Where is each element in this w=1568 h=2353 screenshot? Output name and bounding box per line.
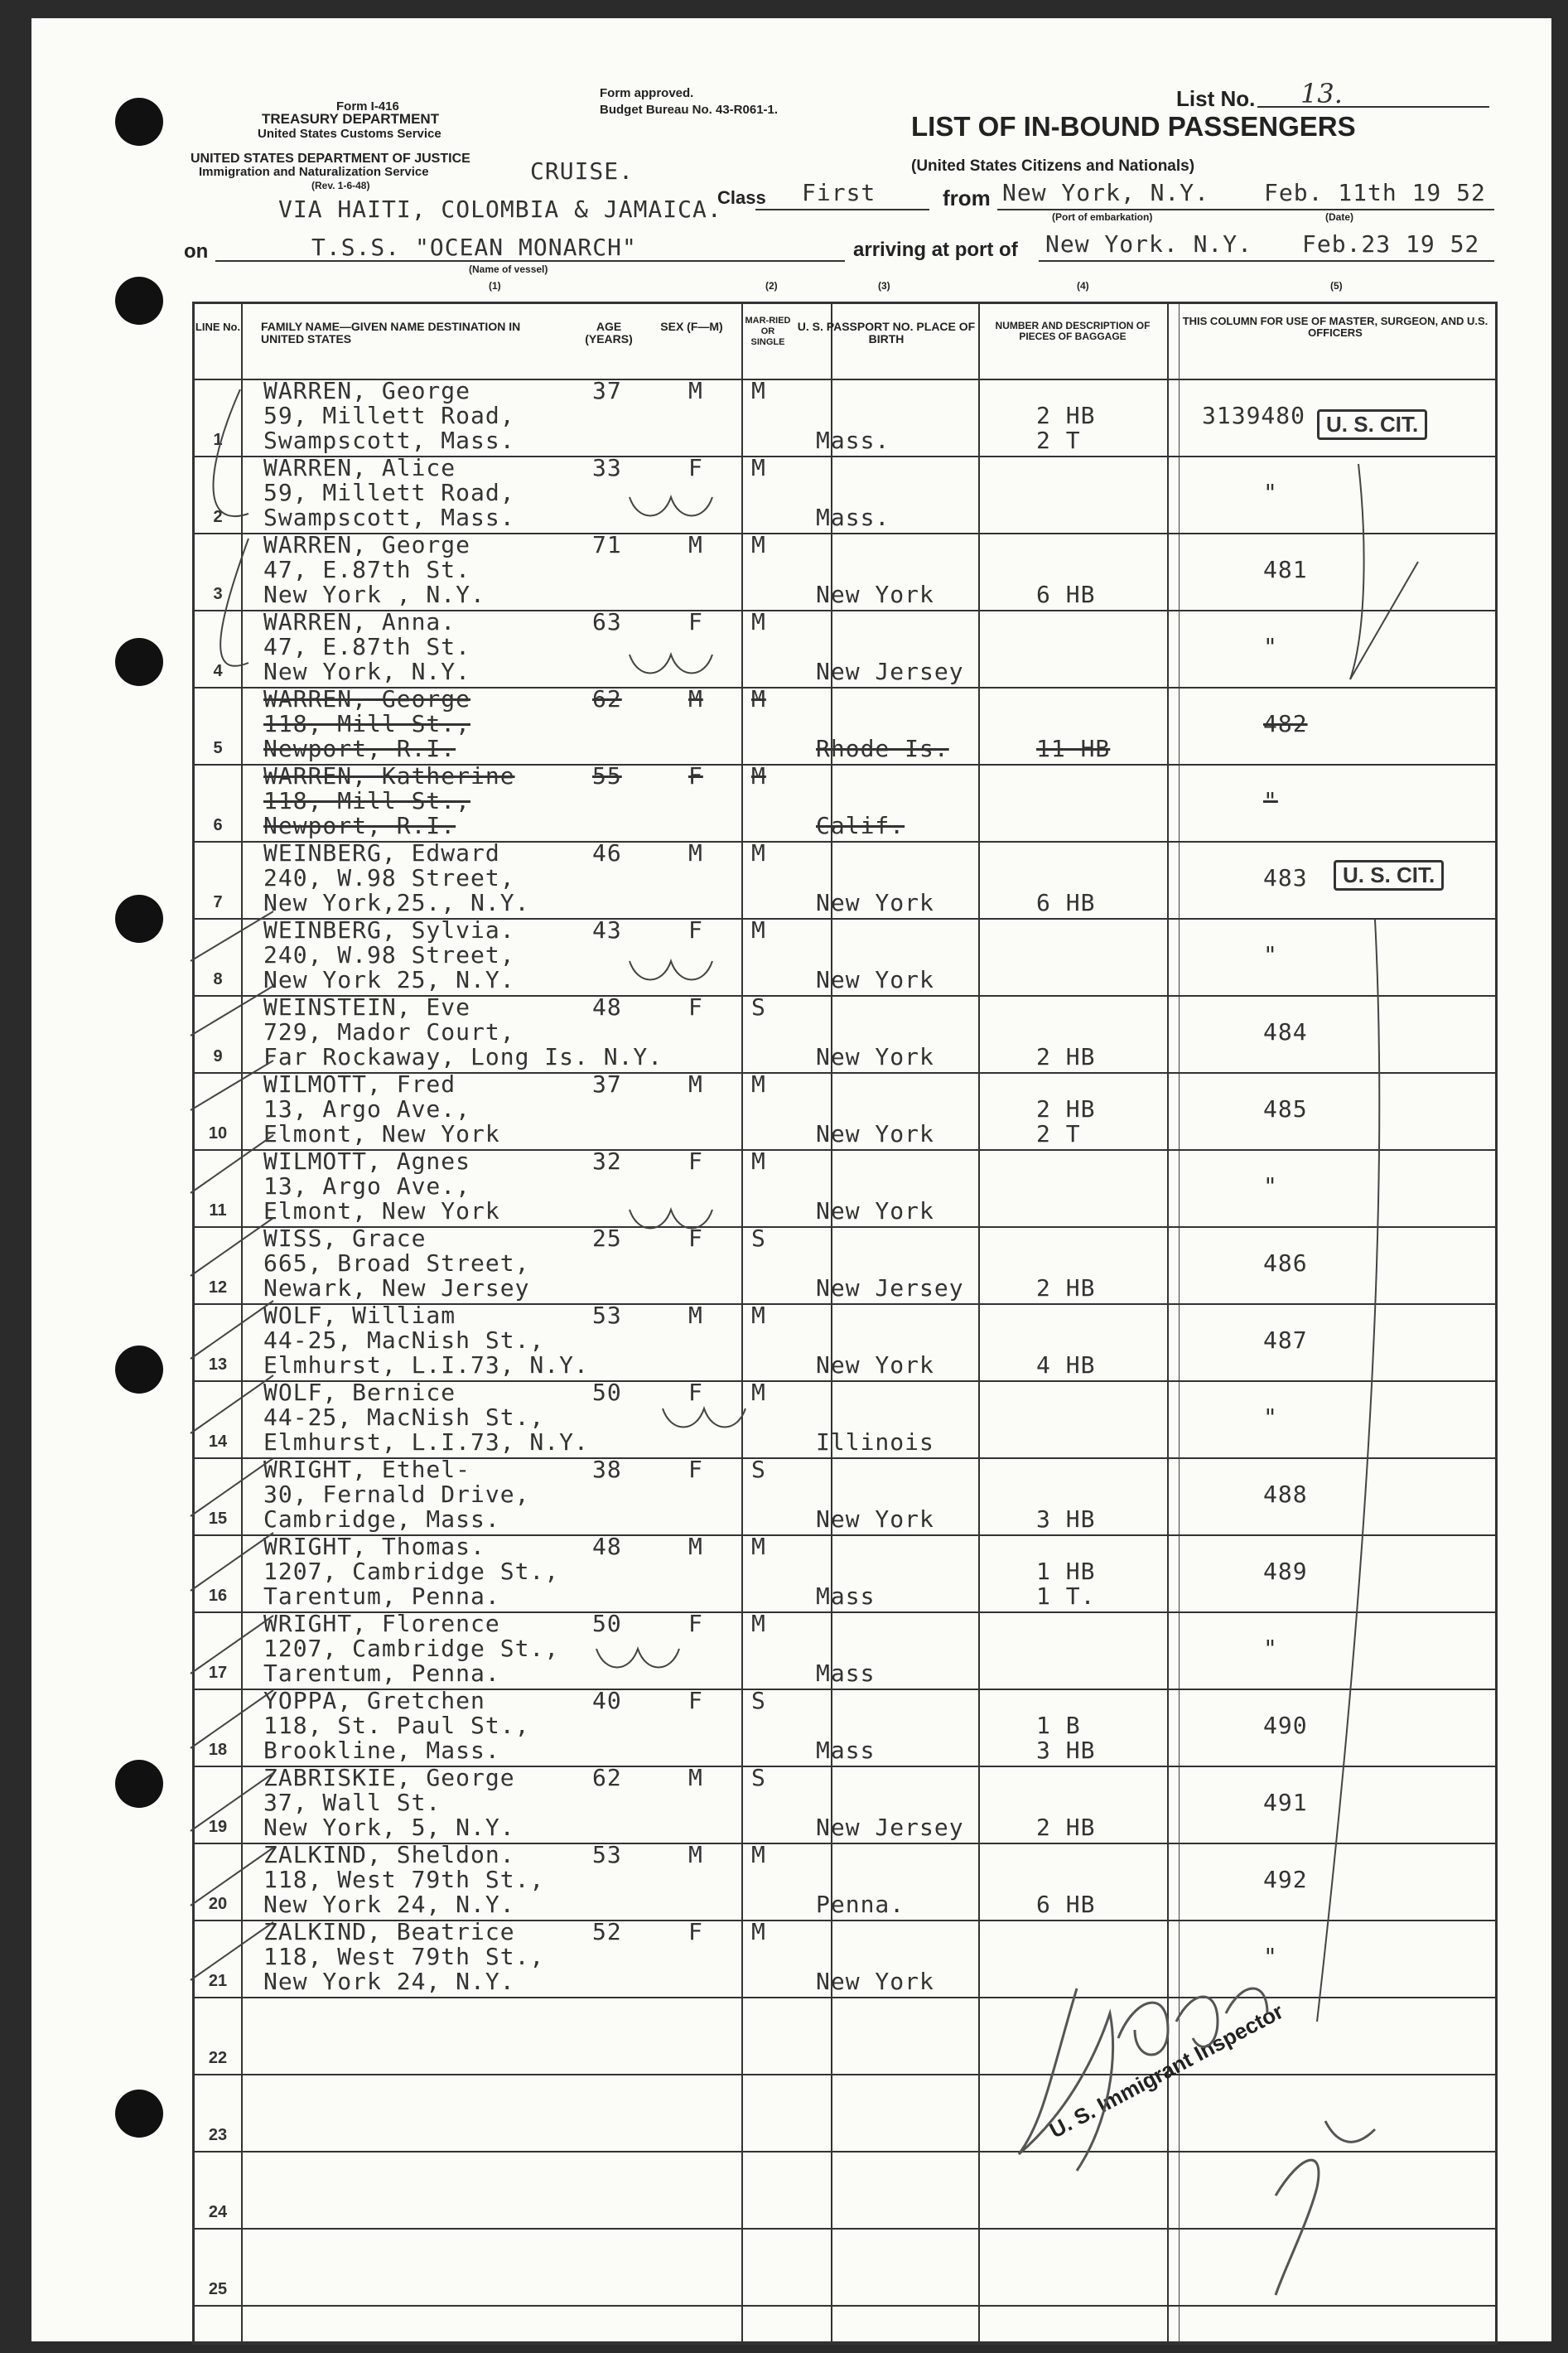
place-of-birth: New York [816, 1120, 934, 1148]
passenger-name: WILMOTT, Fred [263, 1070, 456, 1098]
passenger-age: 43 [592, 916, 622, 944]
passenger-address: 37, Wall St. [263, 1789, 441, 1816]
line-number: 19 [208, 1818, 228, 1836]
inspector-caption: U. S. Immigrant Inspector [1045, 1998, 1288, 2143]
class-label: Class [717, 187, 766, 208]
passenger-age: 46 [592, 839, 622, 867]
line-number: 2 [213, 508, 223, 526]
customs-service: United States Customs Service [258, 127, 441, 141]
marital-status: M [751, 839, 766, 867]
officer-number: 3139480 [1202, 402, 1306, 429]
arrival-port: New York. N.Y. [1045, 230, 1253, 258]
vessel-name: T.S.S. "OCEAN MONARCH" [311, 234, 637, 261]
embarkation-port: New York, N.Y. [1002, 179, 1210, 206]
passenger-name: WARREN, George [263, 685, 471, 713]
place-of-birth: New York [816, 1968, 934, 1995]
passenger-sex: F [688, 1379, 703, 1406]
col-num-5: (5) [1330, 280, 1343, 292]
baggage-line-2: 2 T [1036, 427, 1081, 454]
baggage-line-1: 1 B [1036, 1712, 1081, 1739]
passenger-age: 33 [592, 454, 622, 481]
place-of-birth: New York [816, 581, 934, 608]
passenger-city: Elmhurst, L.I.73, N.Y. [263, 1428, 589, 1456]
passenger-name: WEINBERG, Edward [263, 839, 500, 867]
line-number: 9 [213, 1047, 223, 1065]
passenger-city: Swampscott, Mass. [263, 427, 515, 454]
col-header-passport: U. S. PASSPORT NO. PLACE OF BIRTH [797, 320, 976, 345]
class-value: First [802, 179, 876, 206]
officer-number: 483 [1263, 864, 1308, 891]
passenger-sex: M [688, 1533, 703, 1560]
officer-number: " [1263, 1943, 1278, 1970]
departure-date: Feb. 11th 19 52 [1264, 179, 1486, 206]
marital-status: M [751, 377, 766, 404]
col-num-4: (4) [1077, 280, 1089, 292]
list-no-label: List No. [1176, 86, 1256, 111]
passenger-sex: F [688, 762, 703, 790]
line-number: 20 [208, 1895, 228, 1913]
baggage-line-1: 2 HB [1036, 1095, 1096, 1123]
pencil-tick [1350, 562, 1418, 679]
officer-number: 486 [1263, 1249, 1308, 1277]
place-of-birth: Rhode Is. [816, 735, 949, 762]
col-header-married: MAR-RIED OR SINGLE [745, 316, 791, 347]
passenger-name: WARREN, George [263, 377, 471, 404]
officer-number: " [1263, 787, 1278, 814]
on-label: on [184, 240, 209, 263]
passenger-city: Tarentum, Penna. [263, 1582, 500, 1610]
marital-status: M [751, 1148, 766, 1175]
passenger-name: WARREN, Anna. [263, 608, 456, 635]
passenger-sex: M [688, 1764, 703, 1791]
passenger-city: New York 24, N.Y. [263, 1891, 515, 1918]
passenger-sex: M [688, 1841, 703, 1868]
passenger-name: WOLF, William [263, 1302, 456, 1329]
passenger-city: New York, N.Y. [263, 658, 471, 685]
passenger-name: WOLF, Bernice [263, 1379, 456, 1406]
line-number: 8 [213, 970, 223, 988]
place-of-birth: New Jersey [816, 1814, 964, 1841]
passenger-sex: M [688, 685, 703, 713]
baggage-line-1: 2 HB [1036, 402, 1096, 429]
marital-status: S [751, 1764, 766, 1791]
passenger-sex: F [688, 1610, 703, 1637]
line-number: 11 [209, 1201, 227, 1220]
list-no-value: 13. [1300, 78, 1343, 109]
marital-status: M [751, 1918, 766, 1945]
officer-number: 488 [1263, 1481, 1308, 1508]
vessel-caption: (Name of vessel) [469, 263, 548, 275]
baggage-line-1: 2 HB [1036, 1043, 1096, 1070]
passenger-city: Brookline, Mass. [263, 1737, 500, 1764]
col-header-line: LINE No. [195, 321, 241, 333]
passenger-age: 62 [592, 1764, 622, 1791]
marital-status: M [751, 454, 766, 481]
line-number: 15 [208, 1510, 228, 1528]
baggage-line-1: 6 HB [1036, 889, 1096, 916]
passenger-address: 59, Millett Road, [263, 402, 515, 429]
baggage-line-2: 3 HB [1036, 1737, 1096, 1764]
baggage-line-1: 6 HB [1036, 1891, 1096, 1918]
us-cit-stamp: U. S. CIT. [1334, 860, 1444, 891]
passenger-city: Elmont, New York [263, 1197, 500, 1225]
passenger-sex: F [688, 993, 703, 1021]
cruise-label: CRUISE. [530, 157, 634, 185]
baggage-line-1: 11 HB [1036, 735, 1111, 762]
passenger-sex: F [688, 1225, 703, 1252]
officer-number: 482 [1263, 710, 1308, 737]
baggage-line-2: 1 T. [1036, 1582, 1096, 1610]
passenger-name: WEINSTEIN, Eve [263, 993, 471, 1021]
passenger-name: ZABRISKIE, George [263, 1764, 515, 1791]
baggage-line-1: 3 HB [1036, 1505, 1096, 1533]
line-number: 1 [213, 431, 223, 449]
line-number: 22 [208, 2049, 228, 2067]
officer-number: " [1263, 1404, 1278, 1431]
passenger-age: 52 [592, 1918, 622, 1945]
arriving-label: arriving at port of [853, 239, 1018, 261]
place-of-birth: New Jersey [816, 658, 964, 685]
col-header-baggage: NUMBER AND DESCRIPTION OF PIECES OF BAGGAGE [995, 320, 1151, 342]
col-num-2: (2) [765, 280, 778, 292]
line-number: 18 [208, 1741, 228, 1759]
officer-number: 489 [1263, 1558, 1308, 1585]
passenger-age: 37 [592, 377, 622, 404]
passenger-name: WEINBERG, Sylvia. [263, 916, 515, 944]
place-of-birth: Mass [816, 1582, 876, 1610]
marital-status: M [751, 1070, 766, 1098]
passenger-address: 1207, Cambridge St., [263, 1558, 560, 1585]
passenger-address: 47, E.87th St. [263, 556, 471, 583]
passenger-city: New York 25, N.Y. [263, 966, 515, 993]
passenger-city: Elmont, New York [263, 1120, 500, 1148]
passenger-sex: F [688, 608, 703, 635]
form-id: Form I-416 [336, 99, 399, 114]
passenger-address: 118, West 79th St., [263, 1866, 545, 1893]
baggage-line-1: 6 HB [1036, 581, 1096, 608]
passenger-name: WRIGHT, Florence [263, 1610, 500, 1637]
baggage-line-1: 2 HB [1036, 1274, 1096, 1302]
place-of-birth: New York [816, 966, 934, 993]
col-header-sex: SEX (F—M) [660, 320, 723, 333]
place-of-birth: Mass [816, 1660, 876, 1687]
inspector-signature [1019, 1988, 1375, 2295]
passenger-city: New York,25., N.Y. [263, 889, 530, 916]
passenger-address: 13, Argo Ave., [263, 1172, 471, 1200]
line-number: 14 [208, 1433, 228, 1451]
col-header-name: FAMILY NAME—GIVEN NAME DESTINATION IN UNITED STATES [261, 320, 521, 345]
place-of-birth: Mass. [816, 427, 890, 454]
passenger-city: Elmhurst, L.I.73, N.Y. [263, 1351, 589, 1379]
passenger-city: Swampscott, Mass. [263, 504, 515, 531]
officer-number: 481 [1263, 556, 1308, 583]
passenger-sex: M [688, 531, 703, 558]
passenger-age: 63 [592, 608, 622, 635]
marital-status: S [751, 993, 766, 1021]
passenger-sex: M [688, 1070, 703, 1098]
marital-status: M [751, 1379, 766, 1406]
line-number: 25 [208, 2280, 228, 2298]
marital-status: M [751, 531, 766, 558]
officer-number: " [1263, 1172, 1278, 1200]
line-number: 13 [208, 1355, 228, 1374]
ins-service: Immigration and Naturalization Service [199, 165, 429, 179]
marital-status: M [751, 685, 766, 713]
passenger-city: Tarentum, Penna. [263, 1660, 500, 1687]
passenger-address: 30, Fernald Drive, [263, 1481, 530, 1508]
col-header-age: AGE (YEARS) [585, 320, 633, 345]
baggage-line-1: 1 HB [1036, 1558, 1096, 1585]
place-of-birth: New York [816, 889, 934, 916]
passenger-age: 53 [592, 1302, 622, 1329]
passenger-city: New York 24, N.Y. [263, 1968, 515, 1995]
line-number: 3 [213, 585, 223, 603]
marital-status: M [751, 1533, 766, 1560]
officer-number: " [1263, 633, 1278, 660]
marital-status: M [751, 1841, 766, 1868]
line-number: 5 [213, 739, 223, 757]
passenger-city: Newport, R.I. [263, 735, 456, 762]
line-number: 6 [213, 816, 223, 834]
passenger-city: New York, 5, N.Y. [263, 1814, 515, 1841]
passenger-age: 40 [592, 1687, 622, 1714]
passenger-sex: M [688, 377, 703, 404]
passenger-age: 25 [592, 1225, 622, 1252]
place-of-birth: New York [816, 1197, 934, 1225]
line-number: 17 [208, 1664, 228, 1682]
marital-status: S [751, 1225, 766, 1252]
baggage-line-1: 2 HB [1036, 1814, 1096, 1841]
passenger-address: 59, Millett Road, [263, 479, 515, 506]
place-of-birth: Penna. [816, 1891, 905, 1918]
date-caption: (Date) [1325, 211, 1354, 223]
marital-status: M [751, 762, 766, 790]
officer-number: 492 [1263, 1866, 1308, 1893]
line-number: 23 [208, 2126, 228, 2144]
passenger-city: Far Rockaway, Long Is. N.Y. [263, 1043, 663, 1070]
via-route: VIA HAITI, COLOMBIA & JAMAICA. [278, 196, 722, 223]
place-of-birth: New York [816, 1043, 934, 1070]
arrival-date: Feb.23 19 52 [1302, 230, 1480, 258]
marital-status: M [751, 916, 766, 944]
line-number: 10 [208, 1124, 228, 1143]
place-of-birth: Illinois [816, 1428, 934, 1456]
passenger-age: 62 [592, 685, 622, 713]
passenger-address: 118, St. Paul St., [263, 1712, 530, 1739]
officer-number: " [1263, 479, 1278, 506]
passenger-age: 50 [592, 1379, 622, 1406]
passenger-name: ZALKIND, Beatrice [263, 1918, 515, 1945]
passenger-age: 32 [592, 1148, 622, 1175]
line-number: 12 [208, 1278, 228, 1297]
place-of-birth: New Jersey [816, 1274, 964, 1302]
officer-number: " [1263, 941, 1278, 969]
passenger-name: WARREN, Katherine [263, 762, 515, 790]
place-of-birth: Calif. [816, 812, 905, 839]
passenger-address: 44-25, MacNish St., [263, 1404, 545, 1431]
pencil-bracket-line [1317, 920, 1379, 2022]
officer-number: 490 [1263, 1712, 1308, 1739]
passenger-address: 118, West 79th St., [263, 1943, 545, 1970]
line-number: 24 [208, 2203, 228, 2221]
officer-number: " [1263, 1635, 1278, 1662]
marital-status: M [751, 1610, 766, 1637]
pencil-tick [1350, 464, 1364, 679]
passenger-city: New York , N.Y. [263, 581, 485, 608]
passenger-address: 240, W.98 Street, [263, 864, 515, 891]
passenger-age: 38 [592, 1456, 622, 1483]
passenger-sex: F [688, 1148, 703, 1175]
passenger-sex: M [688, 839, 703, 867]
treasury-department: TREASURY DEPARTMENT [262, 111, 440, 127]
us-cit-stamp: U. S. CIT. [1317, 409, 1427, 440]
col-header-officers: THIS COLUMN FOR USE OF MASTER, SURGEON, AND U.S. OFFICERS [1182, 315, 1488, 339]
place-of-birth: Mass. [816, 504, 890, 531]
marital-status: M [751, 1302, 766, 1329]
passenger-sex: F [688, 454, 703, 481]
marital-status: S [751, 1687, 766, 1714]
line-number: 7 [213, 893, 223, 911]
col-num-3: (3) [878, 280, 890, 292]
place-of-birth: New York [816, 1351, 934, 1379]
passenger-sex: F [688, 1918, 703, 1945]
from-label: from [943, 186, 991, 210]
justice-department: UNITED STATES DEPARTMENT OF JUSTICE [191, 152, 470, 166]
officer-number: 485 [1263, 1095, 1308, 1123]
passenger-name: WRIGHT, Thomas. [263, 1533, 485, 1560]
officer-number: 491 [1263, 1789, 1308, 1816]
passenger-name: WISS, Grace [263, 1225, 427, 1252]
passenger-address: 118, Mill St., [263, 787, 471, 814]
line-number: 16 [208, 1587, 228, 1605]
embarkation-caption: (Port of embarkation) [1052, 211, 1153, 223]
officer-number: 487 [1263, 1326, 1308, 1354]
passenger-sex: F [688, 1687, 703, 1714]
passenger-sex: F [688, 916, 703, 944]
passenger-age: 48 [592, 1533, 622, 1560]
marital-status: S [751, 1456, 766, 1483]
line-number: 21 [208, 1972, 228, 1990]
passenger-city: Cambridge, Mass. [263, 1505, 500, 1533]
list-title: LIST OF IN-BOUND PASSENGERS [911, 111, 1356, 142]
place-of-birth: New York [816, 1505, 934, 1533]
baggage-line-1: 4 HB [1036, 1351, 1096, 1379]
marital-status: M [751, 608, 766, 635]
passenger-sex: M [688, 1302, 703, 1329]
passenger-age: 55 [592, 762, 622, 790]
passenger-age: 71 [592, 531, 622, 558]
passenger-address: 13, Argo Ave., [263, 1095, 471, 1123]
passenger-address: 240, W.98 Street, [263, 941, 515, 969]
passenger-age: 48 [592, 993, 622, 1021]
col-num-1: (1) [489, 280, 501, 292]
passenger-name: WRIGHT, Ethel- [263, 1456, 471, 1483]
passenger-age: 53 [592, 1841, 622, 1868]
passenger-name: WARREN, George [263, 531, 471, 558]
passenger-city: Newark, New Jersey [263, 1274, 530, 1302]
baggage-line-2: 2 T [1036, 1120, 1081, 1148]
line-number: 4 [213, 662, 223, 680]
passenger-name: ZALKIND, Sheldon. [263, 1841, 515, 1868]
budget-bureau: Budget Bureau No. 43-R061-1. [600, 103, 779, 117]
list-subtitle: (United States Citizens and Nationals) [911, 157, 1195, 175]
passenger-address: 44-25, MacNish St., [263, 1326, 545, 1354]
passenger-sex: F [688, 1456, 703, 1483]
passenger-address: 47, E.87th St. [263, 633, 471, 660]
officer-number: 484 [1263, 1018, 1308, 1046]
passenger-address: 118, Mill St., [263, 710, 471, 737]
place-of-birth: Mass [816, 1737, 876, 1764]
passenger-city: Newport, R.I. [263, 812, 456, 839]
passenger-name: WILMOTT, Agnes [263, 1148, 471, 1175]
passenger-address: 1207, Cambridge St., [263, 1635, 560, 1662]
revision: (Rev. 1-6-48) [311, 180, 370, 191]
passenger-name: WARREN, Alice [263, 454, 456, 481]
passenger-age: 37 [592, 1070, 622, 1098]
passenger-address: 665, Broad Street, [263, 1249, 530, 1277]
passenger-name: YOPPA, Gretchen [263, 1687, 485, 1714]
form-approved: Form approved. [600, 86, 694, 100]
passenger-address: 729, Mador Court, [263, 1018, 515, 1046]
passenger-age: 50 [592, 1610, 622, 1637]
